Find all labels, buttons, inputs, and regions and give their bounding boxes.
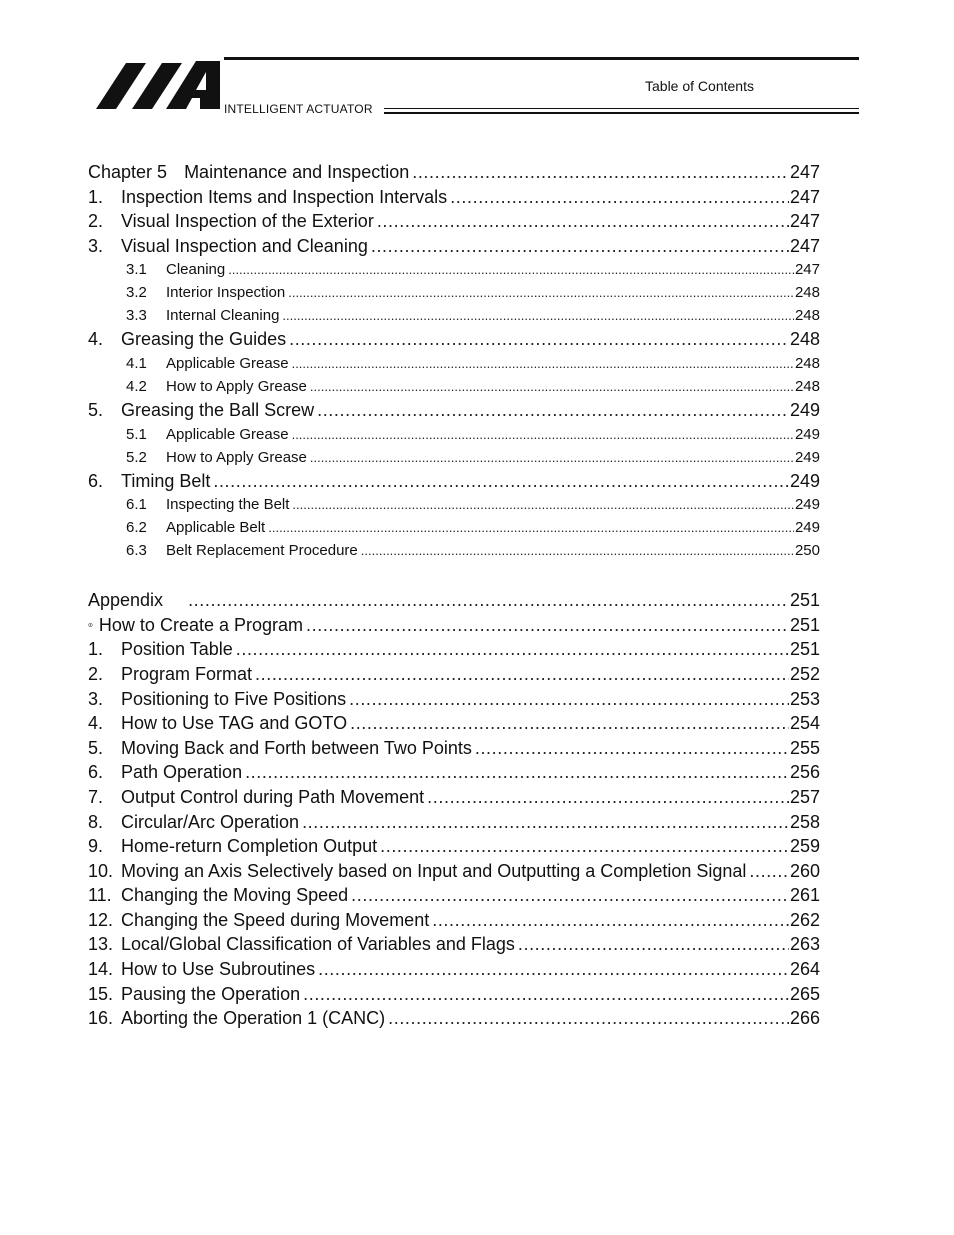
toc-entry-page: 265: [789, 983, 820, 1004]
toc-entry-page: 249: [794, 448, 820, 466]
toc-dot-leader: [310, 446, 794, 469]
toc-entry-title: Inspection Items and Inspection Intervals: [121, 186, 448, 207]
toc-entry-number: 5.2: [126, 448, 147, 466]
toc-entry-title: Greasing the Guides: [121, 329, 287, 350]
iai-logo-icon: [96, 58, 220, 112]
toc-section-chapter5: [88, 160, 820, 562]
toc-entry-page: 253: [789, 688, 820, 709]
toc-entry-number: 6.: [88, 470, 104, 491]
toc-section-appendix: [88, 588, 820, 1031]
toc-entry[interactable]: [88, 539, 820, 562]
toc-entry-title: Circular/Arc Operation: [121, 811, 300, 832]
toc-entry-title: Position Table: [121, 639, 233, 660]
toc-entry[interactable]: [88, 258, 820, 281]
toc-entry-page: 263: [789, 934, 820, 955]
toc-entry[interactable]: [88, 834, 820, 859]
toc-dot-leader: [388, 1006, 789, 1031]
toc-entry[interactable]: [88, 423, 820, 446]
toc-entry[interactable]: [88, 281, 820, 304]
toc-entry[interactable]: [88, 760, 820, 785]
toc-entry-page: 256: [789, 762, 820, 783]
toc-entry[interactable]: [88, 637, 820, 662]
toc-entry-number: 15.: [88, 983, 114, 1004]
toc-entry[interactable]: [88, 859, 820, 884]
toc-entry-number: 16.: [88, 1008, 114, 1029]
toc-dot-leader: [475, 736, 789, 761]
toc-entry[interactable]: [88, 375, 820, 398]
toc-entry-page: 251: [789, 590, 820, 611]
toc-entry-page: 247: [789, 211, 820, 232]
toc-entry-page: 247: [789, 162, 820, 182]
toc-entry-title: Visual Inspection of the Exterior: [121, 211, 374, 232]
toc-entry-number: 14.: [88, 959, 114, 980]
toc-entry[interactable]: [88, 327, 820, 352]
toc-entry-number: 4.: [88, 713, 104, 734]
toc-entry-number: 4.1: [126, 354, 147, 372]
toc-entry-number: 1.: [88, 639, 104, 660]
toc-entry-page: 248: [789, 329, 820, 350]
header-rule-top: [224, 57, 859, 60]
toc-entry-number: 6.: [88, 762, 104, 783]
toc-entry-title: Timing Belt: [121, 470, 211, 491]
toc-dot-leader: [306, 613, 789, 638]
toc-dot-leader: [292, 493, 794, 516]
toc-entry[interactable]: [88, 908, 820, 933]
toc-entry-page: 249: [794, 496, 820, 514]
toc-dot-leader: [188, 588, 789, 613]
toc-entry[interactable]: [88, 1006, 820, 1031]
toc-entry-page: 251: [789, 639, 820, 660]
brand-name: INTELLIGENT ACTUATOR: [224, 102, 373, 116]
toc-entry[interactable]: [88, 234, 820, 259]
toc-entry-number: 8.: [88, 811, 104, 832]
toc-dot-leader: [518, 932, 789, 957]
toc-entry-title: How to Use TAG and GOTO: [121, 713, 348, 734]
toc-dot-leader: [377, 209, 789, 234]
toc-entry-title: Positioning to Five Positions: [121, 688, 347, 709]
toc-entry-title: Pausing the Operation: [121, 983, 301, 1004]
toc-dot-leader: [317, 398, 789, 423]
toc-dot-leader: [288, 281, 794, 304]
toc-entry-page: 249: [789, 470, 820, 491]
toc-entry-page: 248: [794, 307, 820, 325]
toc-entry-number: 3.1: [126, 261, 147, 279]
toc-dot-leader: [303, 982, 789, 1007]
toc-entry-page: 249: [794, 519, 820, 537]
toc-entry-title: Applicable Grease: [166, 354, 289, 372]
toc-dot-leader: [450, 185, 789, 210]
toc-entry-number: 6.3: [126, 542, 147, 560]
toc-entry-number: 10.: [88, 860, 114, 881]
toc-entry-number: 6.1: [126, 496, 147, 514]
toc-entry[interactable]: [88, 160, 820, 185]
toc-entry[interactable]: [88, 687, 820, 712]
toc-entry-title: Applicable Grease: [166, 425, 289, 443]
toc-entry-title: Path Operation: [121, 762, 243, 783]
toc-entry[interactable]: [88, 493, 820, 516]
toc-dot-leader: [302, 810, 789, 835]
toc-entry-number: 9.: [88, 836, 104, 857]
toc-entry-title: Moving an Axis Selectively based on Input and Outputting a Completion Signal: [121, 860, 747, 881]
toc-entry-title: Output Control during Path Movement: [121, 786, 425, 807]
toc-entry[interactable]: [88, 957, 820, 982]
toc-dot-leader: [371, 234, 789, 259]
toc-dot-leader: [228, 258, 794, 281]
toc-dot-leader: [292, 352, 794, 375]
toc-entry-title: Belt Replacement Procedure: [166, 542, 358, 560]
toc-entry-number: 13.: [88, 934, 114, 955]
toc-entry[interactable]: [88, 304, 820, 327]
toc-entry-page: 264: [789, 959, 820, 980]
toc-entry-title: Interior Inspection: [166, 284, 286, 302]
toc-entry[interactable]: [88, 662, 820, 687]
toc-entry[interactable]: [88, 352, 820, 375]
toc-entry-page: 247: [789, 186, 820, 207]
toc-entry[interactable]: [88, 516, 820, 539]
toc-entry-number: 1.: [88, 186, 104, 207]
toc-entry-page: 252: [789, 663, 820, 684]
toc-dot-leader: [432, 908, 789, 933]
toc-dot-leader: [292, 423, 794, 446]
toc-entry-number: Chapter 5: [88, 162, 168, 182]
toc-entry-page: 249: [789, 399, 820, 420]
toc-dot-leader: [349, 687, 789, 712]
toc-dot-leader: [318, 957, 789, 982]
toc-dot-leader: [245, 760, 789, 785]
toc-entry-number: 4.2: [126, 377, 147, 395]
toc-entry-number: 4.: [88, 329, 104, 350]
toc-entry[interactable]: [88, 711, 820, 736]
toc-entry-title: Cleaning: [166, 261, 226, 279]
toc-entry-number: Appendix: [88, 590, 164, 611]
toc-entry-number: 5.1: [126, 425, 147, 443]
toc-entry-title: Aborting the Operation 1 (CANC): [121, 1008, 386, 1029]
toc-entry-page: 247: [794, 261, 820, 279]
toc-dot-leader: [351, 883, 789, 908]
toc-entry-title: Applicable Belt: [166, 519, 266, 537]
toc-entry-page: 249: [794, 425, 820, 443]
circled-dot-icon: [88, 617, 93, 633]
toc-entry-number: 6.2: [126, 519, 147, 537]
toc-dot-leader: [282, 304, 794, 327]
toc-entry-number: 3.3: [126, 307, 147, 325]
toc-entry-title: Moving Back and Forth between Two Points: [121, 737, 472, 758]
toc-entry-number: 5.: [88, 737, 104, 758]
toc-dot-leader: [236, 637, 789, 662]
toc-entry-page: 248: [794, 354, 820, 372]
toc-entry-title: How to Apply Grease: [166, 448, 307, 466]
toc-entry[interactable]: [88, 932, 820, 957]
toc-entry-page: 260: [789, 860, 820, 881]
toc-entry[interactable]: [88, 209, 820, 234]
toc-entry-number: 5.: [88, 399, 104, 420]
toc-dot-leader: [213, 469, 789, 494]
toc-entry-page: 247: [789, 235, 820, 256]
toc-entry-number: 12.: [88, 909, 114, 930]
toc-entry-title: Visual Inspection and Cleaning: [121, 235, 368, 256]
page-header: [0, 0, 954, 130]
toc-entry[interactable]: [88, 982, 820, 1007]
toc-entry-title: Internal Cleaning: [166, 307, 280, 325]
toc-entry-page: 250: [794, 542, 820, 560]
toc-entry[interactable]: [88, 398, 820, 423]
toc-entry-page: 248: [794, 377, 820, 395]
toc-entry-page: 261: [789, 885, 820, 906]
header-rule-right: [384, 108, 859, 114]
toc-entry-title: Local/Global Classification of Variables and Flags: [121, 934, 515, 955]
toc-entry-title: Inspecting the Belt: [166, 496, 290, 514]
toc-entry-title: Changing the Moving Speed: [121, 885, 349, 906]
toc-entry[interactable]: [88, 785, 820, 810]
toc-dot-leader: [310, 375, 794, 398]
toc-entry[interactable]: [88, 185, 820, 210]
toc-entry-page: 262: [789, 909, 820, 930]
toc-entry-page: 266: [789, 1008, 820, 1029]
toc-dot-leader: [289, 327, 789, 352]
toc-dot-leader: [361, 539, 794, 562]
toc-dot-leader: [350, 711, 789, 736]
toc-entry-page: 259: [789, 836, 820, 857]
toc-entry-page: 255: [789, 737, 820, 758]
toc-entry[interactable]: [88, 736, 820, 761]
toc-entry[interactable]: [88, 883, 820, 908]
toc-entry-page: 248: [794, 284, 820, 302]
toc-entry-title: How to Use Subroutines: [121, 959, 316, 980]
toc-entry-title: Program Format: [121, 663, 253, 684]
toc-entry-title: Maintenance and Inspection: [184, 162, 410, 182]
toc-entry-page: 258: [789, 811, 820, 832]
toc-dot-leader: [255, 662, 789, 687]
toc-dot-leader: [749, 859, 789, 884]
toc-dot-leader: [427, 785, 789, 810]
toc-entry[interactable]: [88, 588, 820, 613]
toc-entry[interactable]: [88, 446, 820, 469]
toc-entry-number: 2.: [88, 663, 104, 684]
toc-entry-number: 7.: [88, 786, 104, 807]
toc-entry-title: Greasing the Ball Screw: [121, 399, 315, 420]
toc-dot-leader: [268, 516, 794, 539]
toc-entry-number: 11.: [88, 885, 112, 906]
toc-entry-number: 3.: [88, 688, 104, 709]
toc-entry-title: Changing the Speed during Movement: [121, 909, 430, 930]
toc-entry[interactable]: [88, 613, 820, 638]
toc-entry[interactable]: [88, 469, 820, 494]
toc-dot-leader: [380, 834, 789, 859]
toc-entry-page: 254: [789, 713, 820, 734]
toc-entry-page: 257: [789, 786, 820, 807]
toc-entry-number: 2.: [88, 211, 104, 232]
toc-entry[interactable]: [88, 810, 820, 835]
table-of-contents: [88, 160, 820, 1031]
toc-entry-title: How to Apply Grease: [166, 377, 307, 395]
toc-entry-page: 251: [789, 614, 820, 635]
toc-entry-title: Home-return Completion Output: [121, 836, 378, 857]
toc-entry-title: How to Create a Program: [98, 614, 304, 635]
toc-entry-number: 3.: [88, 235, 104, 256]
toc-entry-number: 3.2: [126, 284, 147, 302]
header-title: Table of Contents: [645, 78, 754, 94]
toc-dot-leader: [412, 160, 789, 185]
